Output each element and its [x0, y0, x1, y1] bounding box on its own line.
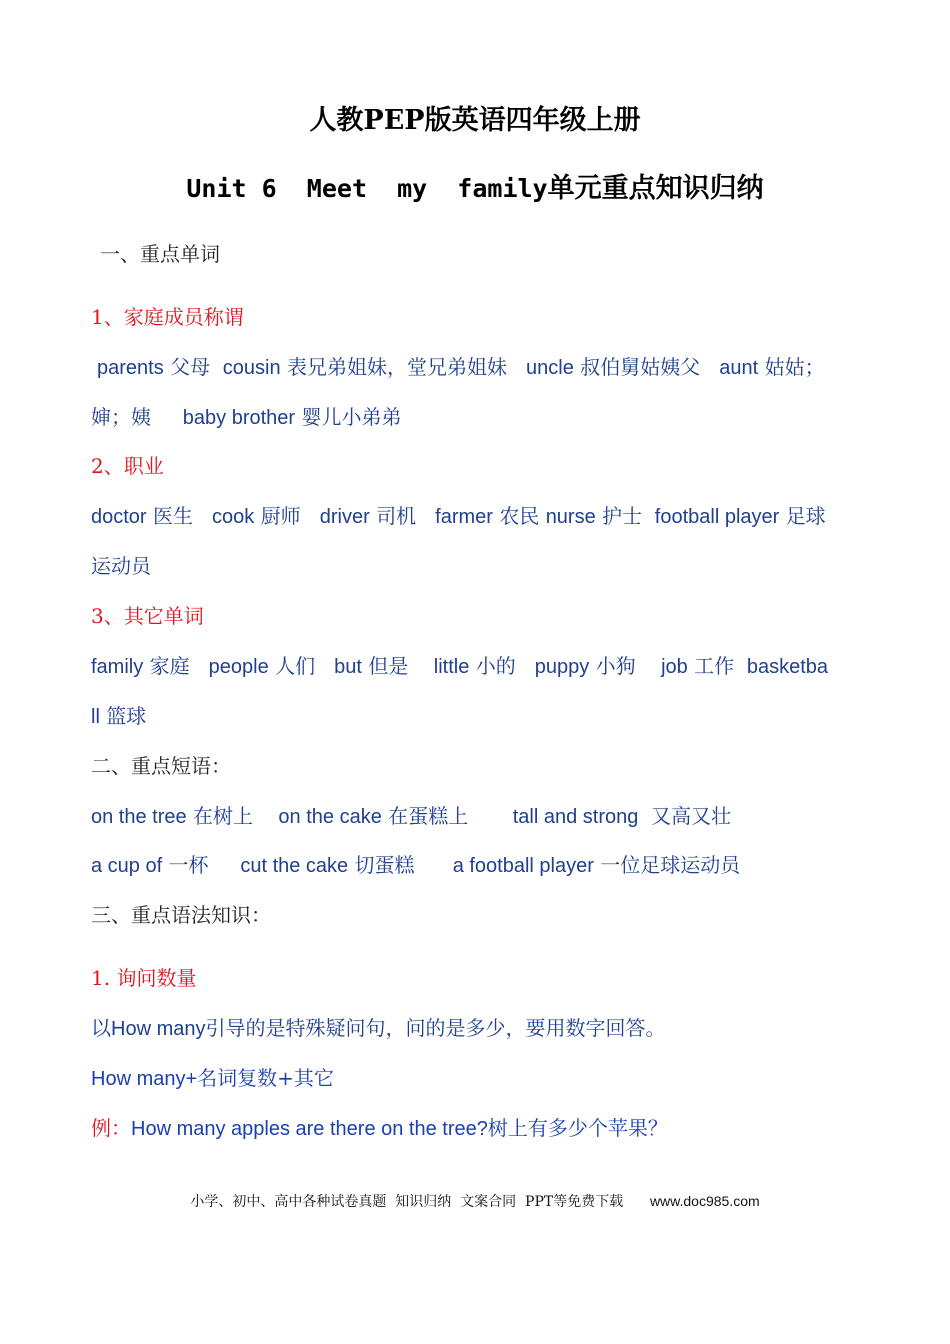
vocab-row	[97, 351, 825, 380]
vocab-en: uncle	[526, 357, 574, 379]
vocab-cn: 司机	[376, 504, 417, 528]
vocab-cn: 但是	[368, 654, 409, 678]
vocab-cn: 人们	[275, 654, 316, 678]
vocab-cn: 运动员	[91, 554, 151, 578]
vocab-en: nurse	[545, 506, 596, 528]
vocab-en: cook	[212, 506, 255, 528]
vocab-cn: 姑姑；	[764, 355, 825, 379]
phrase-row	[91, 849, 740, 878]
phrase-cn: 又高又壮	[651, 804, 732, 828]
vocab-row	[91, 401, 401, 430]
vocab-en: baby brother	[182, 407, 296, 429]
phrase-en: cut the cake	[240, 855, 349, 877]
vocab-cn: 婶；姨	[91, 405, 151, 429]
vocab-en: cousin	[222, 357, 281, 379]
vocab-en: ll	[91, 706, 100, 728]
vocab-row	[91, 650, 828, 679]
vocab-cn: 婴儿小弟弟	[301, 405, 402, 429]
vocab-en: people	[208, 656, 269, 678]
page-footer	[0, 1191, 950, 1211]
description-text: 以	[91, 1016, 111, 1040]
phrase-en: on the cake	[278, 806, 382, 828]
example-en: How many apples are there on the tree?	[131, 1118, 488, 1140]
description-text: 引导的是特殊疑问句，问的是多少，要用数字回答。	[205, 1016, 666, 1040]
subtitle-summary: 单元重点知识归纳	[547, 173, 764, 204]
phrase-en: tall and strong	[512, 806, 639, 828]
phrase-en: on the tree	[91, 806, 187, 828]
vocab-en: parents	[97, 357, 164, 379]
vocab-en: aunt	[719, 357, 759, 379]
phrase-cn: 切蛋糕	[354, 853, 415, 877]
example-label: 例：	[91, 1116, 131, 1140]
vocab-en: little	[433, 656, 470, 678]
subtitle-unit: Unit 6 Meet my family	[186, 174, 548, 203]
vocab-cn: 足球	[785, 504, 826, 528]
vocab-en: doctor	[91, 506, 147, 528]
subheading-other-words: 3、其它单词	[91, 604, 204, 628]
vocab-en: job	[661, 656, 688, 678]
vocab-row	[91, 550, 151, 579]
vocab-row	[91, 500, 826, 529]
phrase-cn: 在树上	[192, 804, 253, 828]
document-title: 人教PEP版英语四年级上册	[309, 105, 641, 136]
subheading-family-members: 1、家庭成员称谓	[91, 305, 244, 329]
vocab-en: farmer	[435, 506, 493, 528]
pattern-cn: 名词复数+其它	[197, 1066, 334, 1090]
vocab-row	[91, 700, 146, 729]
vocab-cn: 小狗	[595, 654, 636, 678]
section-heading-grammar: 三、重点语法知识：	[91, 903, 271, 927]
vocab-cn: 小的	[475, 654, 516, 678]
phrase-cn: 一杯	[168, 853, 209, 877]
grammar-pattern	[91, 1062, 334, 1091]
phrase-en: a cup of	[91, 855, 163, 877]
vocab-cn: 篮球	[106, 704, 147, 728]
subheading-ask-quantity: 1. 询问数量	[91, 966, 197, 990]
vocab-cn: 护士	[602, 504, 643, 528]
description-en: How many	[111, 1018, 206, 1040]
vocab-cn: 厨师	[260, 504, 301, 528]
phrase-en: a football player	[452, 855, 594, 877]
vocab-en: but	[334, 656, 362, 678]
vocab-cn: 工作	[694, 654, 735, 678]
subheading-jobs: 2、职业	[91, 454, 164, 478]
vocab-en: football player	[654, 506, 780, 528]
grammar-example	[91, 1112, 668, 1141]
document-subtitle	[0, 166, 950, 205]
vocab-cn: 表兄弟姐妹，堂兄弟姐妹	[286, 355, 507, 379]
vocab-en: family	[91, 656, 144, 678]
section-heading-phrases: 二、重点短语：	[91, 754, 231, 778]
grammar-description	[91, 1012, 665, 1041]
phrase-cn: 在蛋糕上	[388, 804, 469, 828]
vocab-cn: 父母	[170, 355, 211, 379]
pattern-en: How many+	[91, 1068, 198, 1090]
vocab-en: basketba	[746, 656, 829, 678]
footer-url[interactable]: www.doc985.com	[649, 1193, 760, 1209]
vocab-cn: 叔伯舅姑姨父	[580, 355, 701, 379]
vocab-cn: 医生	[152, 504, 193, 528]
section-heading-words: 一、重点单词	[100, 242, 220, 266]
vocab-en: driver	[319, 506, 370, 528]
vocab-cn: 家庭	[149, 654, 190, 678]
example-cn: 树上有多少个苹果？	[487, 1116, 668, 1140]
footer-text: 小学、初中、高中各种试卷真题 知识归纳 文案合同 PPT等免费下载	[190, 1194, 624, 1210]
phrase-row	[91, 800, 731, 829]
vocab-en: puppy	[534, 656, 590, 678]
phrase-cn: 一位足球运动员	[600, 853, 741, 877]
vocab-cn: 农民	[499, 504, 540, 528]
